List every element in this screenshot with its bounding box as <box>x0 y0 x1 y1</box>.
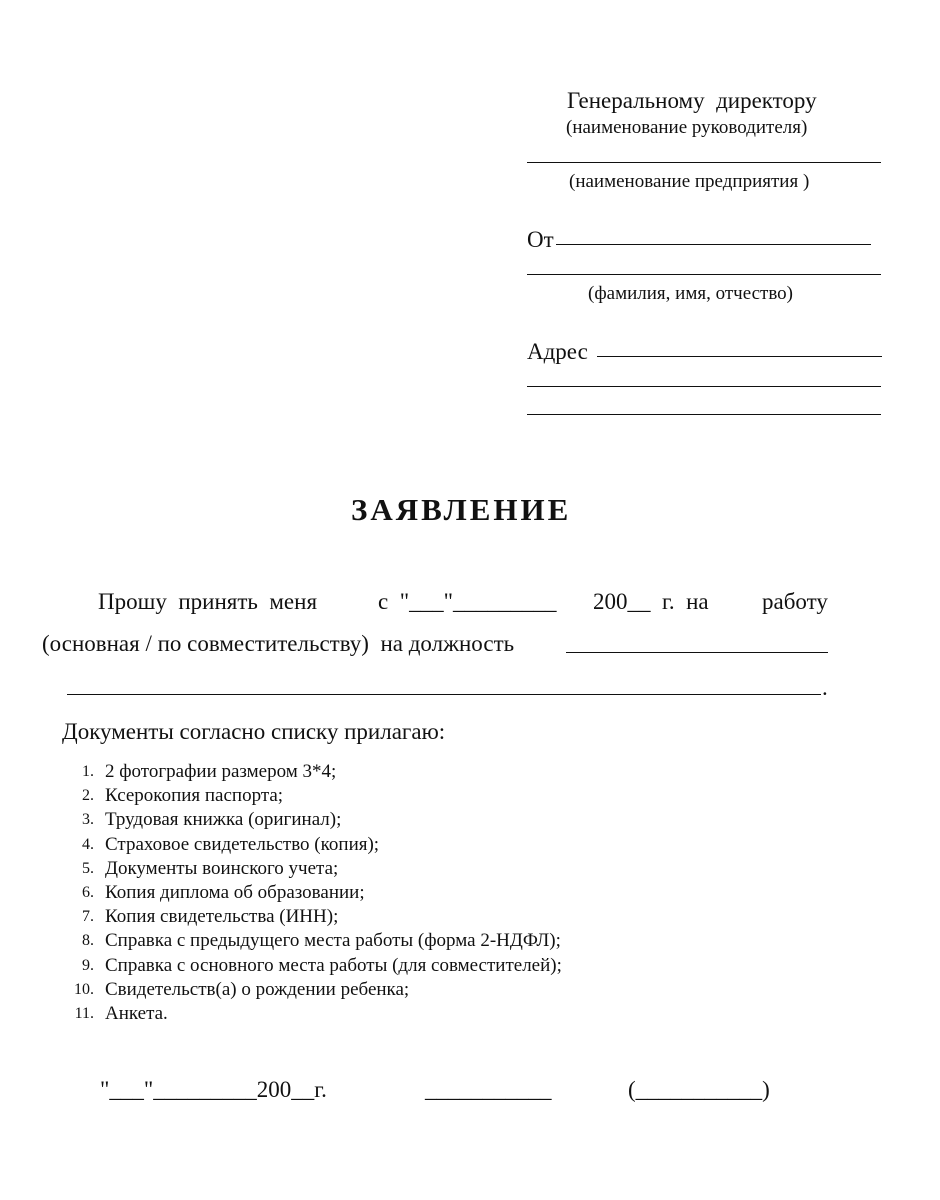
footer-date: "___"_________200__г. <box>100 1077 327 1102</box>
request-line-1-end: работу <box>762 589 828 614</box>
document-item-text: Копия свидетельства (ИНН); <box>105 906 339 927</box>
document-item-text: Справка с основного места работы (для совместителей); <box>105 955 562 976</box>
document-title: ЗАЯВЛЕНИЕ <box>351 492 572 527</box>
document-item-number: 11. <box>74 1005 94 1022</box>
document-item-text: Справка с предыдущего места работы (форма 2-НДФЛ); <box>105 930 561 951</box>
document-item-number: 7. <box>82 908 94 925</box>
document-item-text: Копия диплома об образовании; <box>105 882 365 903</box>
request-line-1-date: с "___"_________ <box>378 589 557 614</box>
footer-signature: ___________ <box>425 1077 552 1102</box>
request-line-3-period: . <box>822 675 828 700</box>
document-item-number: 4. <box>82 836 94 853</box>
request-line-2: (основная / по совместительству) на должность <box>42 631 515 656</box>
document-item-text: Ксерокопия паспорта; <box>105 785 284 806</box>
request-line-1-year: 200__ г. на <box>593 589 709 614</box>
document-item-text: Страховое свидетельство (копия); <box>105 834 380 855</box>
document-item-number: 10. <box>74 981 94 998</box>
address-line-3 <box>527 414 881 415</box>
document-item-text: Документы воинского учета; <box>105 858 339 879</box>
company-hint: (наименование предприятия ) <box>569 171 810 192</box>
document-item-number: 8. <box>82 932 94 949</box>
document-item-text: 2 фотографии размером 3*4; <box>105 761 337 782</box>
document-item-number: 2. <box>82 787 94 804</box>
document-item-number: 5. <box>82 860 94 877</box>
document-item-text: Свидетельств(а) о рождении ребенка; <box>105 979 410 1000</box>
document-item-number: 1. <box>82 763 94 780</box>
from-label: От <box>527 227 554 252</box>
company-name-line <box>527 162 881 163</box>
document-item-number: 3. <box>82 811 94 828</box>
addressee-hint: (наименование руководителя) <box>566 117 808 138</box>
documents-intro: Документы согласно списку прилагаю: <box>62 719 446 744</box>
document-item-number: 9. <box>82 957 94 974</box>
request-line-1-start: Прошу принять меня <box>98 589 318 614</box>
addressee-title: Генеральному директору <box>567 88 817 113</box>
from-name-line <box>556 244 871 245</box>
position-line <box>566 652 828 653</box>
document-item-text: Анкета. <box>105 1003 168 1024</box>
address-label: Адрес <box>527 339 588 364</box>
address-line-2 <box>527 386 881 387</box>
position-line-2 <box>67 694 821 695</box>
footer-decoding: (___________) <box>628 1077 770 1102</box>
document-item-text: Трудовая книжка (оригинал); <box>105 809 342 830</box>
name-hint: (фамилия, имя, отчество) <box>588 283 794 304</box>
from-name-line-2 <box>527 274 881 275</box>
address-line-1 <box>597 356 882 357</box>
document-item-number: 6. <box>82 884 94 901</box>
